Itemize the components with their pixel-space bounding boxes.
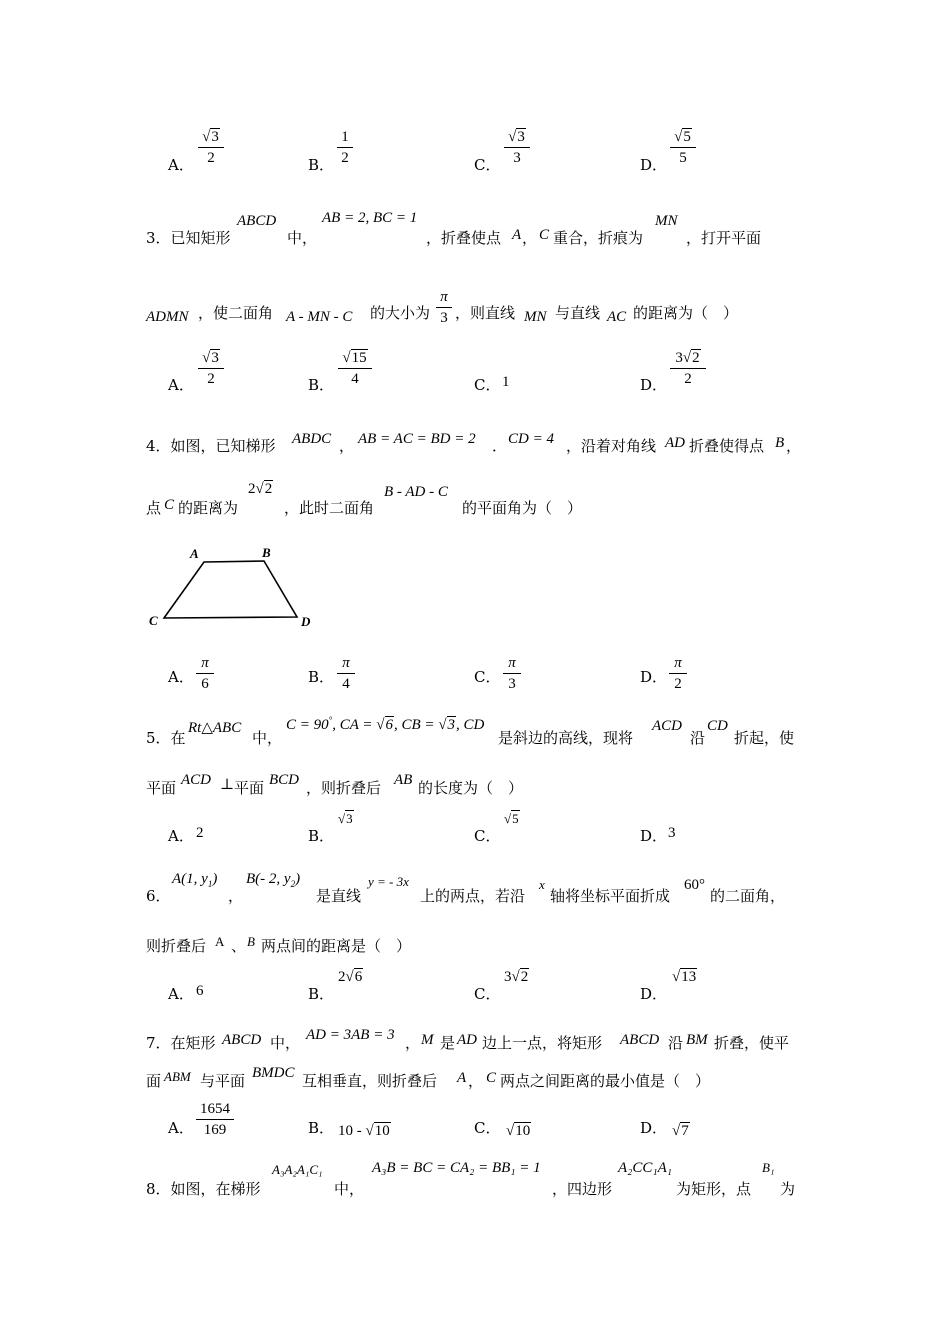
q3-option-d-fraction: 3√2 2: [670, 349, 706, 388]
q3-angle: A - MN - C: [286, 309, 353, 325]
q5-text-3: 是斜边的高线，现将: [498, 729, 634, 747]
q8-trapezoid: A₃A₂A₁C₁: [272, 1162, 323, 1177]
q7-option-b-label: B．: [308, 1119, 335, 1137]
q2-option-a-numerator: √3: [202, 129, 219, 145]
q4-line2-c: ，此时二面角: [284, 499, 375, 517]
q3-mn: MN: [655, 213, 678, 229]
q2-option-a-fraction: √3 2: [198, 128, 224, 167]
q5-ab: AB: [394, 772, 413, 788]
q7-option-c-value: √10: [506, 1123, 531, 1139]
q5-condition: C = 90°, CA = √6, CB = √3, CD: [286, 715, 485, 733]
q7-text-3: ，: [405, 1034, 421, 1052]
q5-line2-d: 的长度为（ ）: [418, 779, 524, 797]
q8-rectangle: A₂CC₁A₁: [618, 1160, 672, 1176]
q5-option-d-value: 3: [668, 825, 676, 841]
q7-option-b-value: 10 - √10: [338, 1123, 390, 1139]
q6-option-b-label: B．: [308, 985, 335, 1003]
q7-line2-d: ，: [468, 1072, 484, 1090]
q6-number: 6．: [146, 887, 171, 905]
q3-abcd: ABCD: [237, 213, 277, 229]
q3-text-6: ，使二面角: [198, 304, 274, 322]
q7-line2-e: 两点之间距离的最小值是（ ）: [500, 1072, 711, 1090]
q6-point-a-ref: A: [215, 934, 225, 949]
q8-text-2: 中，: [334, 1180, 365, 1198]
q4-point-b: B: [775, 435, 785, 451]
q6-line2-b: 、: [231, 937, 247, 955]
q8-text-3: ，四边形: [552, 1180, 613, 1198]
q4-cd: CD = 4: [508, 431, 554, 447]
q5-option-c-label: C．: [474, 827, 501, 845]
q8-text-1: 8．如图，在梯形: [146, 1180, 261, 1198]
q5-line2-c: ，则折叠后: [306, 779, 382, 797]
q2-option-c-fraction: √3 3: [504, 128, 530, 167]
q3-text-9: 与直线: [555, 304, 601, 322]
q4-trapezoid-figure: [145, 540, 325, 635]
q8-condition: A₃B = BC = CA₂ = BB₁ = 1: [372, 1160, 541, 1176]
q5-cd: CD: [707, 718, 728, 734]
q7-line2-b: 与平面: [200, 1072, 246, 1090]
q7-line2-c: 互相垂直，则折叠后: [302, 1072, 438, 1090]
q5-perpendicular: ⊥: [220, 777, 235, 793]
q8-point-b1: B₁: [762, 1160, 775, 1175]
q4-condition: AB = AC = BD = 2: [358, 431, 476, 447]
q4-option-a-label: A．: [168, 668, 194, 686]
q6-point-a: A(1, $y_1$): [172, 871, 218, 889]
vertex-a-label: A: [190, 546, 199, 561]
q3-mn-2: MN: [524, 309, 547, 325]
q7-text-2: 中，: [270, 1034, 301, 1052]
q4-text-4: ，沿着对角线: [566, 437, 657, 455]
q3-option-a-fraction: √3 2: [198, 349, 224, 388]
q5-bcd: BCD: [269, 772, 299, 788]
q6-line2-c: 两点间的距离是（ ）: [261, 937, 412, 955]
q4-option-b-label: B．: [308, 668, 335, 686]
q4-text-1: 4．如图，已知梯形: [146, 437, 276, 455]
q2-option-d-label: D．: [640, 156, 668, 174]
q2-option-a-label: A．: [168, 156, 194, 174]
q5-text-5: 折起，使: [734, 729, 795, 747]
q4-text-2: ，: [339, 437, 355, 455]
q4-line2-a: 点: [146, 499, 162, 517]
q7-option-d-value: √7: [672, 1123, 689, 1139]
q4-distance: 2√2: [248, 481, 273, 497]
q3-condition: AB = 2, BC = 1: [322, 210, 418, 226]
q6-separator: ，: [228, 887, 244, 905]
q5-rt-triangle: Rt△ABC: [188, 720, 242, 736]
q3-comma: ，: [522, 229, 538, 247]
q4-angle: B - AD - C: [384, 484, 448, 500]
q3-point-a: A: [512, 227, 522, 243]
q2-option-b-fraction: 1 2: [337, 128, 353, 167]
q4-option-d-fraction: π 2: [669, 654, 687, 693]
q3-text-10: 的距离为（ ）: [633, 304, 739, 322]
q3-text-8: ，则直线: [455, 304, 516, 322]
q7-point-a: A: [457, 1070, 467, 1086]
q5-text-4: 沿: [690, 729, 706, 747]
q6-x-axis: x: [539, 877, 545, 892]
q7-point-c: C: [486, 1070, 497, 1086]
q3-admn: ADMN: [146, 309, 189, 325]
q3-ac: AC: [607, 309, 627, 325]
q3-text-5: ，打开平面: [686, 229, 762, 247]
q7-text-5: 边上一点，将矩形: [482, 1034, 603, 1052]
q4-text-3: ．: [492, 437, 508, 455]
q6-text-2: 上的两点，若沿: [420, 887, 526, 905]
q4-option-c-fraction: π 3: [503, 654, 521, 693]
q4-option-c-label: C．: [474, 668, 501, 686]
q6-line2-a: 则折叠后: [146, 937, 207, 955]
q3-option-b-label: B．: [308, 376, 335, 394]
q7-option-a-fraction: 1654 169: [196, 1100, 234, 1139]
q6-line-equation: y = - 3x: [368, 874, 409, 889]
q3-text-2: 中，: [287, 229, 318, 247]
q8-text-4: 为矩形，点: [676, 1180, 752, 1198]
q5-line2-b: 平面: [234, 779, 265, 797]
q4-option-d-label: D．: [640, 668, 668, 686]
q7-option-d-label: D．: [640, 1119, 668, 1137]
q4-point-c: C: [164, 497, 175, 513]
q5-line2-a: 平面: [146, 779, 177, 797]
q4-text-6: ，: [786, 437, 802, 455]
q3-text-7: 的大小为: [370, 304, 431, 322]
q6-option-d-value: √13: [672, 969, 697, 985]
q7-option-c-label: C．: [474, 1119, 501, 1137]
q4-abdc: ABDC: [292, 431, 332, 447]
vertex-d-label: D: [301, 614, 311, 629]
q5-acd: ACD: [652, 718, 682, 734]
q2-option-d-fraction: √5 5: [670, 128, 696, 167]
vertex-c-label: C: [149, 613, 158, 628]
q6-point-b: B(- 2, $y_2$): [246, 871, 301, 889]
q6-point-b-ref: B: [247, 934, 255, 949]
trapezoid-outline: [164, 561, 297, 618]
q5-option-a-value: 2: [196, 825, 204, 841]
q7-bm: BM: [686, 1032, 708, 1048]
q3-text-3: ，折叠使点: [426, 229, 502, 247]
q7-bmdc: BMDC: [252, 1065, 295, 1081]
q6-text-3: 轴将坐标平面折成: [550, 887, 671, 905]
q2-option-b-label: B．: [308, 156, 335, 174]
q6-option-c-value: 3√2: [504, 969, 529, 985]
q5-acd-2: ACD: [181, 772, 211, 788]
q4-line2-b: 的距离为: [178, 499, 239, 517]
q6-option-c-label: C．: [474, 985, 501, 1003]
q4-line2-d: 的平面角为（ ）: [462, 499, 583, 517]
q5-text-1: 5．在: [146, 729, 186, 747]
q5-option-d-label: D．: [640, 827, 668, 845]
q6-option-b-value: 2√6: [338, 969, 363, 985]
q3-option-a-label: A．: [168, 376, 194, 394]
q7-text-4: 是: [440, 1034, 456, 1052]
q7-abcd: ABCD: [222, 1032, 262, 1048]
q3-pi-fraction: π 3: [436, 288, 452, 327]
q7-text-6: 沿: [668, 1034, 684, 1052]
vertex-b-label: B: [262, 545, 271, 560]
q4-ad: AD: [665, 435, 685, 451]
q7-abm: ABM: [164, 1069, 191, 1084]
q6-option-d-label: D．: [640, 985, 668, 1003]
q7-line2-a: 面: [146, 1072, 162, 1090]
q6-angle: 60°: [684, 877, 705, 893]
q7-condition: AD = 3AB = 3: [306, 1027, 395, 1043]
q4-option-a-fraction: π 6: [196, 654, 214, 693]
q7-text-1: 7．在矩形: [146, 1034, 216, 1052]
q3-text-4: 重合，折痕为: [553, 229, 644, 247]
q6-text-1: 是直线: [316, 887, 362, 905]
q5-text-2: 中，: [252, 729, 283, 747]
q7-text-7: 折叠，使平: [714, 1034, 790, 1052]
q3-option-c-value: 1: [502, 374, 510, 390]
q3-option-d-label: D．: [640, 376, 668, 394]
q2-option-c-label: C．: [474, 156, 501, 174]
q4-text-5: 折叠使得点: [689, 437, 765, 455]
q7-option-a-label: A．: [168, 1119, 194, 1137]
q6-text-4: 的二面角，: [710, 887, 786, 905]
q3-point-c: C: [539, 227, 550, 243]
q7-ad: AD: [457, 1032, 477, 1048]
q8-text-5: 为: [780, 1180, 796, 1198]
q5-option-b-label: B．: [308, 827, 335, 845]
q4-option-b-fraction: π 4: [337, 654, 355, 693]
q3-option-c-label: C．: [474, 376, 501, 394]
q3-text-1: 3．已知矩形: [146, 229, 231, 247]
q7-point-m: M: [421, 1032, 434, 1048]
q7-abcd-2: ABCD: [620, 1032, 660, 1048]
q5-option-c-value: √5: [504, 811, 519, 826]
q5-option-b-value: √3: [338, 811, 353, 826]
q6-option-a-value: 6: [196, 983, 204, 999]
q3-option-b-fraction: √15 4: [338, 349, 372, 388]
q6-option-a-label: A．: [168, 985, 194, 1003]
q5-option-a-label: A．: [168, 827, 194, 845]
